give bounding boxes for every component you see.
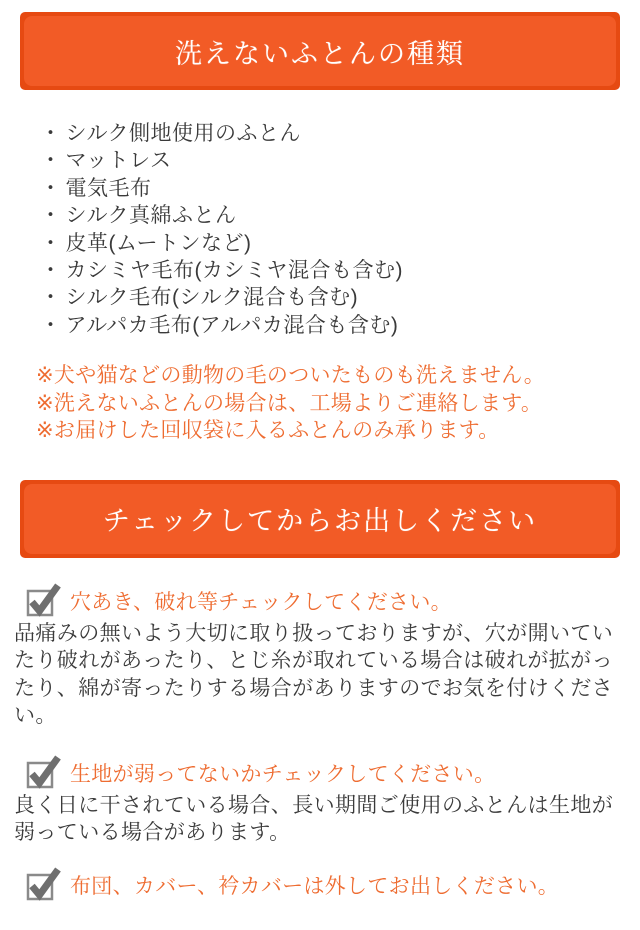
list-item-label: マットレス [65, 149, 172, 173]
warning-note: ※洗えないふとんの場合は、工場よりご連絡します。 [36, 391, 543, 415]
warning-note: ※犬や猫などの動物の毛のついたものも洗えません。 [36, 364, 546, 388]
list-item [40, 312, 620, 339]
check-banner-inner [24, 484, 616, 554]
check-section-covers [0, 867, 640, 901]
check-section-fabric [0, 755, 640, 847]
check-banner [20, 480, 620, 558]
bullet-icon: ・ [40, 231, 62, 255]
check-heading-label: 布団、カバー、衿カバーは外してお出しください。 [70, 874, 560, 898]
unwashable-banner-inner [24, 16, 616, 86]
list-item-label: カシミヤ毛布(カシミヤ混合も含む) [65, 259, 403, 283]
check-section-holes [0, 583, 640, 730]
check-body-text: 品痛みの無いよう大切に取り扱っておりますが、穴が開いていたり破れがあったり、とじ糸が取れている場合は破れが拡がったり、綿が寄ったりする場合がありますのでお気を付けください。 [14, 621, 614, 728]
list-item-label: シルク真綿ふとん [65, 204, 237, 228]
bullet-icon: ・ [40, 313, 62, 337]
list-item [40, 230, 620, 257]
warning-notes [36, 362, 628, 445]
unwashable-list [40, 120, 620, 339]
bullet-icon: ・ [40, 286, 62, 310]
list-item-label: 皮革(ムートンなど) [65, 231, 252, 255]
bullet-icon: ・ [40, 204, 62, 228]
list-item [40, 257, 620, 284]
list-item [40, 284, 620, 311]
check-banner-title: チェックしてからお出しください [102, 506, 538, 537]
warning-note: ※お届けした回収袋に入るふとんのみ承ります。 [36, 419, 500, 443]
page [0, 12, 640, 930]
check-heading-label: 生地が弱ってないかチェックしてください。 [70, 762, 496, 786]
check-heading [26, 867, 628, 901]
check-heading-label: 穴あき、破れ等チェックしてください。 [70, 590, 452, 614]
checkbox-checked-icon [26, 755, 61, 789]
checkbox-checked-icon [26, 583, 61, 617]
bullet-icon: ・ [40, 259, 62, 283]
check-heading [26, 755, 628, 789]
checkbox-checked-icon [26, 867, 61, 901]
list-item-label: アルパカ毛布(アルパカ混合も含む) [65, 313, 399, 337]
check-body-text: 良く日に干されている場合、長い期間ご使用のふとんは生地が弱っている場合があります。 [14, 793, 614, 845]
list-item-label: シルク側地使用のふとん [65, 122, 302, 145]
bullet-icon: ・ [40, 122, 62, 145]
list-item [40, 175, 620, 202]
list-item [40, 120, 620, 147]
check-heading [26, 583, 628, 617]
unwashable-banner [20, 12, 620, 90]
list-item-label: 電気毛布 [65, 176, 152, 200]
bullet-icon: ・ [40, 176, 62, 200]
list-item-label: シルク毛布(シルク混合も含む) [65, 286, 359, 310]
bullet-icon: ・ [40, 149, 62, 173]
list-item [40, 147, 620, 174]
list-item [40, 202, 620, 229]
unwashable-banner-title: 洗えないふとんの種類 [175, 38, 465, 69]
